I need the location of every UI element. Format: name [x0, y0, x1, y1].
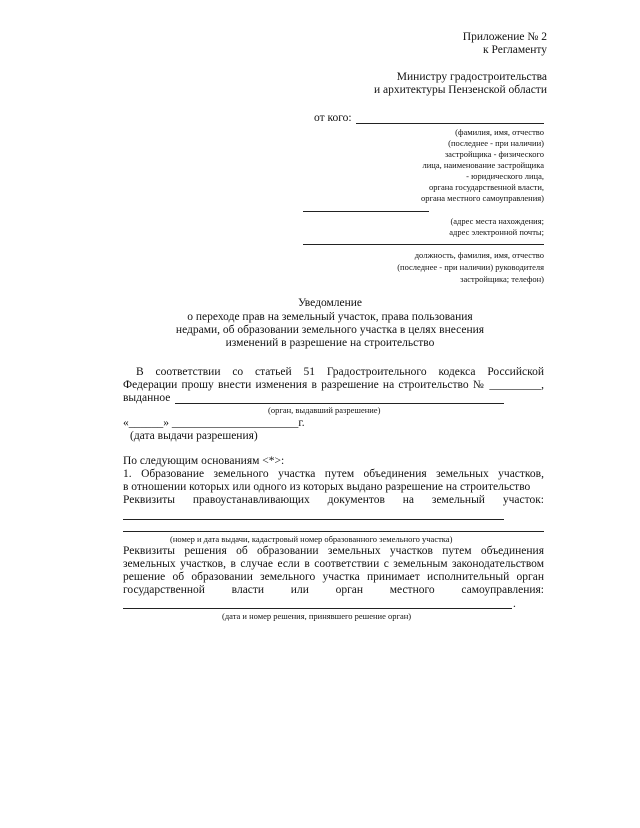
- position-hint-2: (последнее - при наличии) руководителя: [397, 262, 544, 272]
- from-hint-5: - юридического лица,: [466, 171, 544, 181]
- paragraph-1-line-2: Федерации прошу внести изменения в разрешение на строительство № _________,: [123, 379, 544, 391]
- title-docs-field-line-1[interactable]: [123, 519, 504, 520]
- from-hint-1: (фамилия, имя, отчество: [455, 127, 544, 137]
- reglament-reference: к Регламенту: [483, 44, 547, 56]
- title-docs-field-line-2[interactable]: [123, 531, 544, 532]
- requisites-line-1: Реквизиты решения об образовании земельных участков путем объединения: [123, 545, 544, 557]
- appendix-number: Приложение № 2: [462, 31, 547, 43]
- cadastral-hint: (номер и дата выдачи, кадастровый номер образованного земельного участка): [170, 534, 453, 544]
- document-title: Уведомление: [297, 297, 363, 309]
- issued-label: выданное: [123, 392, 171, 404]
- position-field-line[interactable]: [303, 244, 544, 245]
- decision-field-line[interactable]: [123, 608, 512, 609]
- issuer-field-line[interactable]: [175, 403, 504, 404]
- title-line-3: изменений в разрешение на строительство: [225, 337, 435, 349]
- from-hint-4: лица, наименование застройщика: [422, 160, 544, 170]
- requisites-line-4: государственной власти или орган местного самоуправления:: [123, 584, 544, 596]
- title-line-2: недрами, об образовании земельного участка в целях внесения: [175, 324, 485, 336]
- decision-field-end: .: [513, 598, 516, 610]
- from-hint-2: (последнее - при наличии): [448, 138, 544, 148]
- issue-date-field[interactable]: «______» ______________________г.: [123, 417, 305, 429]
- issuer-hint: (орган, выдавший разрешение): [268, 405, 381, 415]
- item-1-line-2: в отношении которых или одного из которых выдано разрешение на строительство: [123, 481, 531, 493]
- from-hint-6: органа государственной власти,: [429, 182, 544, 192]
- position-hint-1: должность, фамилия, имя, отчество: [414, 250, 544, 260]
- item-1-line-1: 1. Образование земельного участка путем объединения земельных участков,: [123, 468, 544, 480]
- requisites-line-3: решение об образовании земельного участка принимает исполнительный орган: [123, 571, 544, 583]
- requisites-line-2: земельных участков, в случае если в соответствии с земельным законодательством: [123, 558, 544, 570]
- address-field-line[interactable]: [303, 211, 429, 212]
- from-hint-3: застройщика - физического: [444, 149, 544, 159]
- from-label: от кого:: [314, 112, 352, 124]
- issue-date-hint: (дата выдачи разрешения): [130, 430, 258, 442]
- addressee-line-1: Министру градостроительства: [396, 71, 547, 83]
- decision-hint: (дата и номер решения, принявшего решение орган): [222, 611, 412, 621]
- item-1-line-3: Реквизиты правоустанавливающих документов на земельный участок:: [123, 494, 544, 506]
- position-hint-3: застройщика; телефон): [460, 274, 544, 284]
- title-line-1: о переходе прав на земельный участок, права пользования: [187, 311, 473, 323]
- from-field-line[interactable]: [356, 123, 544, 124]
- address-hint-2: адрес электронной почты;: [449, 227, 544, 237]
- grounds-heading: По следующим основаниям <*>:: [123, 455, 285, 467]
- paragraph-1-line-1: В соответствии со статьей 51 Градостроительного кодекса Российской: [136, 366, 544, 378]
- addressee-line-2: и архитектуры Пензенской области: [373, 84, 547, 96]
- from-hint-7: органа местного самоуправления): [420, 193, 544, 203]
- address-hint-1: (адрес места нахождения;: [450, 216, 544, 226]
